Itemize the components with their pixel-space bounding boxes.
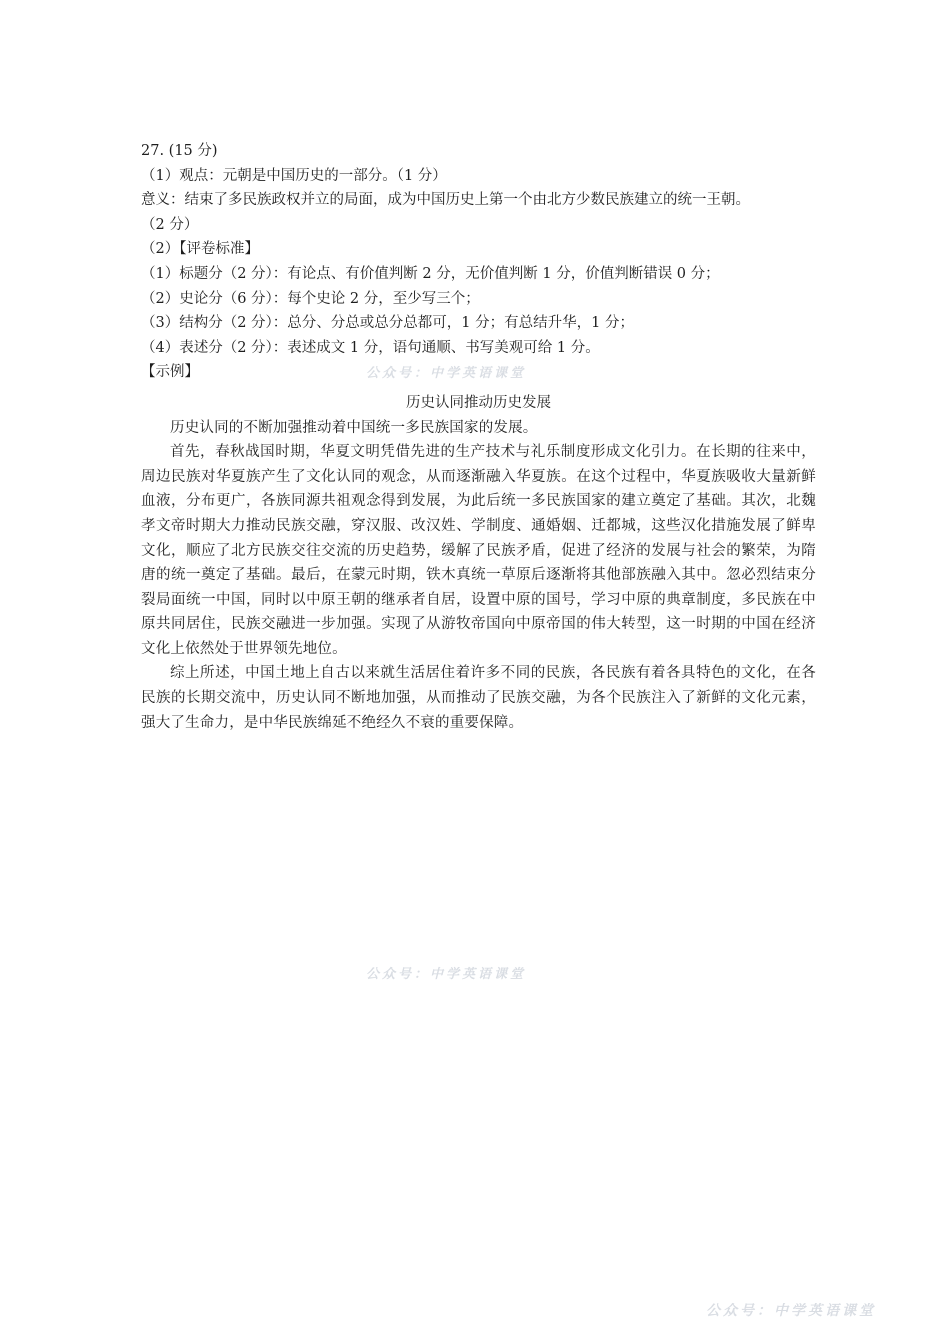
- watermark: 公众号：中学英语课堂: [706, 1303, 876, 1319]
- essay-paragraph: 历史认同的不断加强推动着中国统一多民族国家的发展。: [170, 419, 538, 436]
- part1-viewpoint: （1）观点：元朝是中国历史的一部分。（1 分）: [141, 167, 447, 184]
- question-header: 27. (15 分): [141, 143, 218, 159]
- part1-significance: 意义：结束了多民族政权并立的局面，成为中国历史上第一个由北方少数民族建立的统一王朝。: [141, 192, 750, 209]
- criteria-item: （4）表述分（2 分）：表述成文 1 分，语句通顺、书写美观可给 1 分。: [141, 339, 600, 356]
- watermark: 公众号：中学英语课堂: [366, 366, 527, 381]
- answer-content: [141, 139, 816, 735]
- example-label: 【示例】: [141, 364, 199, 381]
- essay-paragraph: 综上所述，中国土地上自古以来就生活居住着许多不同的民族，各民族有着各具特色的文化，在各民族的长期交流中，历史认同不断地加强，从而推动了民族交融，为各个民族注入了新鲜的文化元素，强大了生命力，是中华民族绵延不绝经久不衰的重要保障。: [141, 665, 816, 731]
- criteria-item: （3）结构分（2 分）：总分、分总或总分总都可，1 分；有总结升华，1 分；: [141, 315, 634, 332]
- part2-header: （2）【评卷标准】: [141, 241, 259, 258]
- part1-score: （2 分）: [141, 216, 199, 233]
- criteria-item: （1）标题分（2 分）：有论点、有价值判断 2 分，无价值判断 1 分，价值判断错误 0 分；: [141, 265, 720, 282]
- criteria-item: （2）史论分（6 分）：每个史论 2 分，至少写三个；: [141, 290, 480, 307]
- watermark: 公众号：中学英语课堂: [366, 967, 527, 982]
- essay-paragraph: 首先，春秋战国时期，华夏文明凭借先进的生产技术与礼乐制度形成文化引力。在长期的往来中，周边民族对华夏族产生了文化认同的观念，从而逐渐融入华夏族。在这个过程中，华夏族吸收大量新鲜血液，分布更广，各族同源共祖观念得到发展，为此后统一多民族国家的建立奠定了基础。其次，北魏孝文帝时期大力推动民族交融，穿汉服、改汉姓、学制度、通婚姻、迁都城，这些汉化措施发展了鲜卑文化，顺应了北方民族交往交流的历史趋势，缓解了民族矛盾，促进了经济的发展与社会的繁荣，为隋唐的统一奠定了基础。最后，在蒙元时期，铁木真统一草原后逐渐将其他部族融入其中。忽必烈结束分裂局面统一中国，同时以中原王朝的继承者自居，设置中原的国号，学习中原的典章制度，多民族在中原共同居住，民族交融进一步加强。实现了从游牧帝国向中原帝国的伟大转型，这一时期的中国在经济文化上依然处于世界领先地位。: [141, 444, 816, 657]
- essay-title: 历史认同推动历史发展: [406, 394, 551, 411]
